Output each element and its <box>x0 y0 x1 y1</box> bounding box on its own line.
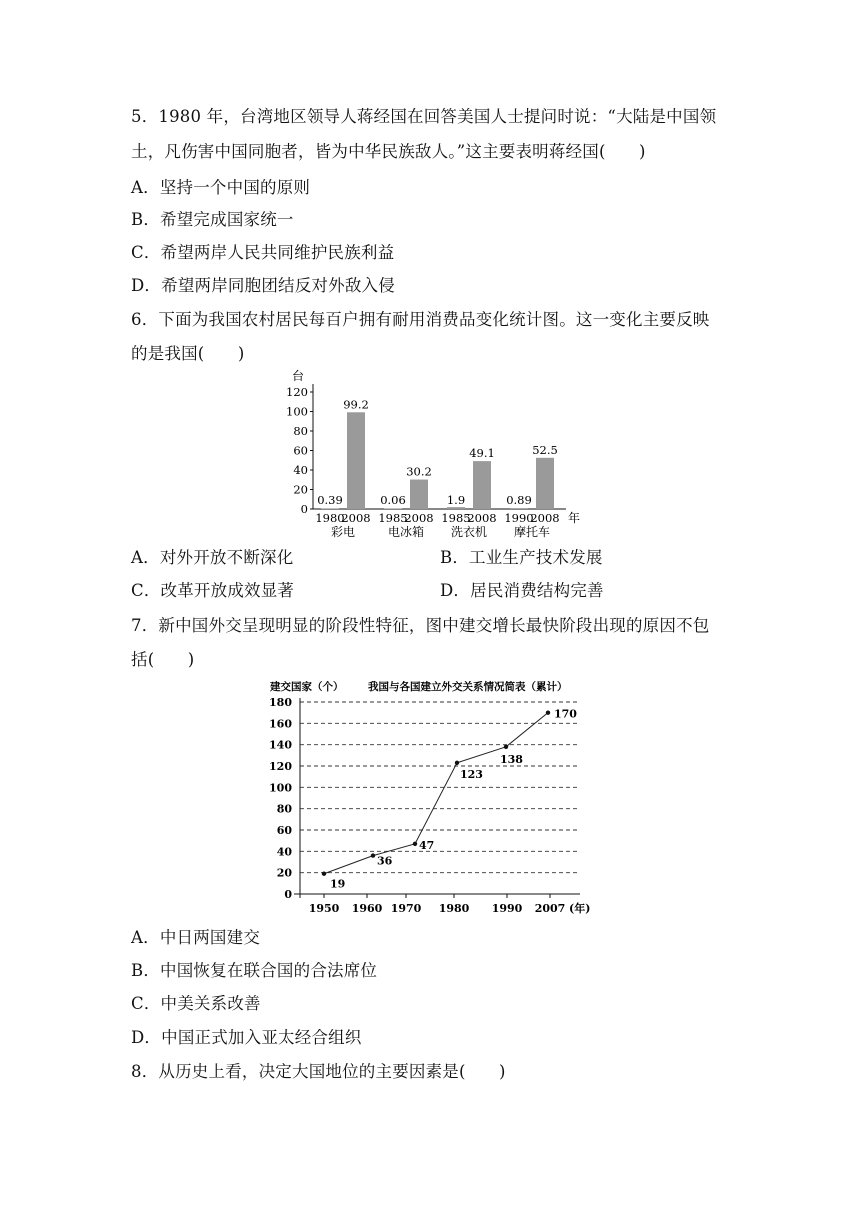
q5-stem-line1: 5．1980 年，台湾地区领导人蒋经国在回答美国人士提问时说：“大陆是中国领 <box>131 107 717 126</box>
category-label: 彩电 <box>330 525 356 539</box>
x-tick-label: 1970 <box>390 902 422 915</box>
y-tick-label: 40 <box>293 463 308 477</box>
category-label: 电冰箱 <box>387 525 425 539</box>
y-tick-label: 20 <box>276 866 292 880</box>
data-point <box>413 842 417 846</box>
q7-stem-line2: 括( ) <box>131 650 195 669</box>
bar <box>473 461 491 509</box>
q6-option-c: C．改革开放成效显著 <box>131 581 295 600</box>
q6-stem-line2: 的是我国( ) <box>131 344 245 363</box>
durable-goods-bar-chart <box>280 364 590 540</box>
q6-option-a: A．对外开放不断深化 <box>131 548 294 567</box>
bar <box>384 508 402 509</box>
bar-value-label: 49.1 <box>469 446 495 461</box>
y-axis-label: 台 <box>291 369 305 383</box>
bar-value-label: 0.89 <box>506 493 532 507</box>
data-point <box>371 853 375 857</box>
x-tick-label: 1950 <box>308 902 340 915</box>
x-tick-label: 1980 <box>315 511 345 525</box>
data-point <box>322 872 326 876</box>
bar-value-label: 30.2 <box>406 464 432 479</box>
x-tick-label: 1960 <box>351 902 383 915</box>
x-tick-label: 2008 <box>341 511 371 525</box>
bar <box>410 480 428 509</box>
x-unit-label: (年) <box>569 902 591 915</box>
x-tick-label: 1985 <box>441 511 471 525</box>
y-tick-label: 120 <box>286 385 308 399</box>
q6-stem-line1: 6．下面为我国农村居民每百户拥有耐用消费品变化统计图。这一变化主要反映 <box>131 310 710 329</box>
q7-option-c: C．中美关系改善 <box>131 994 261 1013</box>
q5-option-a: A．坚持一个中国的原则 <box>131 178 311 197</box>
data-label: 47 <box>419 838 435 852</box>
q6-option-d: D．居民消费结构完善 <box>440 581 604 600</box>
bar <box>347 412 365 509</box>
x-tick-label: 1985 <box>378 511 408 525</box>
x-tick-label: 1980 <box>438 902 470 915</box>
y-tick-label: 40 <box>276 845 292 859</box>
q5-option-c: C．希望两岸人民共同维护民族利益 <box>131 243 395 262</box>
x-tick-label: 2008 <box>404 511 434 525</box>
q5-stem-line2: 土，凡伤害中国同胞者，皆为中华民族敌人。”这主要表明蒋经国( ) <box>131 142 646 161</box>
bar-value-label: 1.9 <box>446 493 466 507</box>
bar-value-label: 0.06 <box>380 493 406 507</box>
data-label: 36 <box>377 854 393 868</box>
data-label: 123 <box>460 767 483 781</box>
q6-option-b: B．工业生产技术发展 <box>440 548 603 567</box>
data-label: 170 <box>554 707 577 721</box>
data-label: 19 <box>330 877 346 891</box>
data-point <box>455 761 459 765</box>
q7-option-a: A．中日两国建交 <box>131 928 261 947</box>
chart-title: 我国与各国建立外交关系情况简表（累计） <box>368 681 568 693</box>
y-tick-label: 100 <box>269 781 292 795</box>
bar <box>321 508 339 509</box>
x-tick-label: 2007 <box>534 902 566 915</box>
y-tick-label: 120 <box>269 760 292 773</box>
y-axis-label: 建交国家（个） <box>270 681 344 693</box>
category-label: 摩托车 <box>513 525 551 539</box>
q5-option-d: D．希望两岸同胞团结反对外敌入侵 <box>131 276 395 295</box>
bar-value-label: 52.5 <box>532 442 558 457</box>
y-tick-label: 20 <box>293 482 308 497</box>
diplomatic-relations-line-chart <box>262 676 602 918</box>
bar <box>447 507 465 509</box>
bar-value-label: 0.39 <box>317 493 343 507</box>
x-unit-label: 年 <box>568 511 581 525</box>
x-tick-label: 1990 <box>504 511 534 525</box>
y-tick-label: 60 <box>293 443 308 458</box>
y-tick-label: 80 <box>276 802 292 816</box>
x-tick-label: 1990 <box>491 902 523 915</box>
category-label: 洗衣机 <box>450 525 488 539</box>
y-tick-label: 160 <box>269 717 292 731</box>
y-tick-label: 180 <box>269 696 292 709</box>
data-point <box>546 710 550 714</box>
q7-option-b: B．中国恢复在联合国的合法席位 <box>131 961 378 980</box>
data-point <box>504 745 508 749</box>
data-label: 138 <box>500 752 523 766</box>
x-tick-label: 2008 <box>467 511 497 525</box>
bar-value-label: 99.2 <box>343 397 369 412</box>
bar <box>510 508 528 509</box>
q7-option-d: D．中国正式加入亚太经合组织 <box>131 1028 362 1047</box>
q8-stem-line1: 8．从历史上看，决定大国地位的主要因素是( ) <box>131 1062 506 1081</box>
q7-stem-line1: 7．新中国外交呈现明显的阶段性特征，图中建交增长最快阶段出现的原因不包 <box>131 616 710 635</box>
y-tick-label: 140 <box>269 738 292 752</box>
y-tick-label: 0 <box>300 502 308 516</box>
x-tick-label: 2008 <box>530 511 560 525</box>
bar <box>536 458 554 509</box>
y-tick-label: 60 <box>276 824 292 837</box>
y-tick-label: 80 <box>293 424 308 438</box>
y-tick-label: 0 <box>284 888 292 901</box>
q5-option-b: B．希望完成国家统一 <box>131 210 294 229</box>
series-line <box>324 713 548 874</box>
y-tick-label: 100 <box>286 404 308 419</box>
